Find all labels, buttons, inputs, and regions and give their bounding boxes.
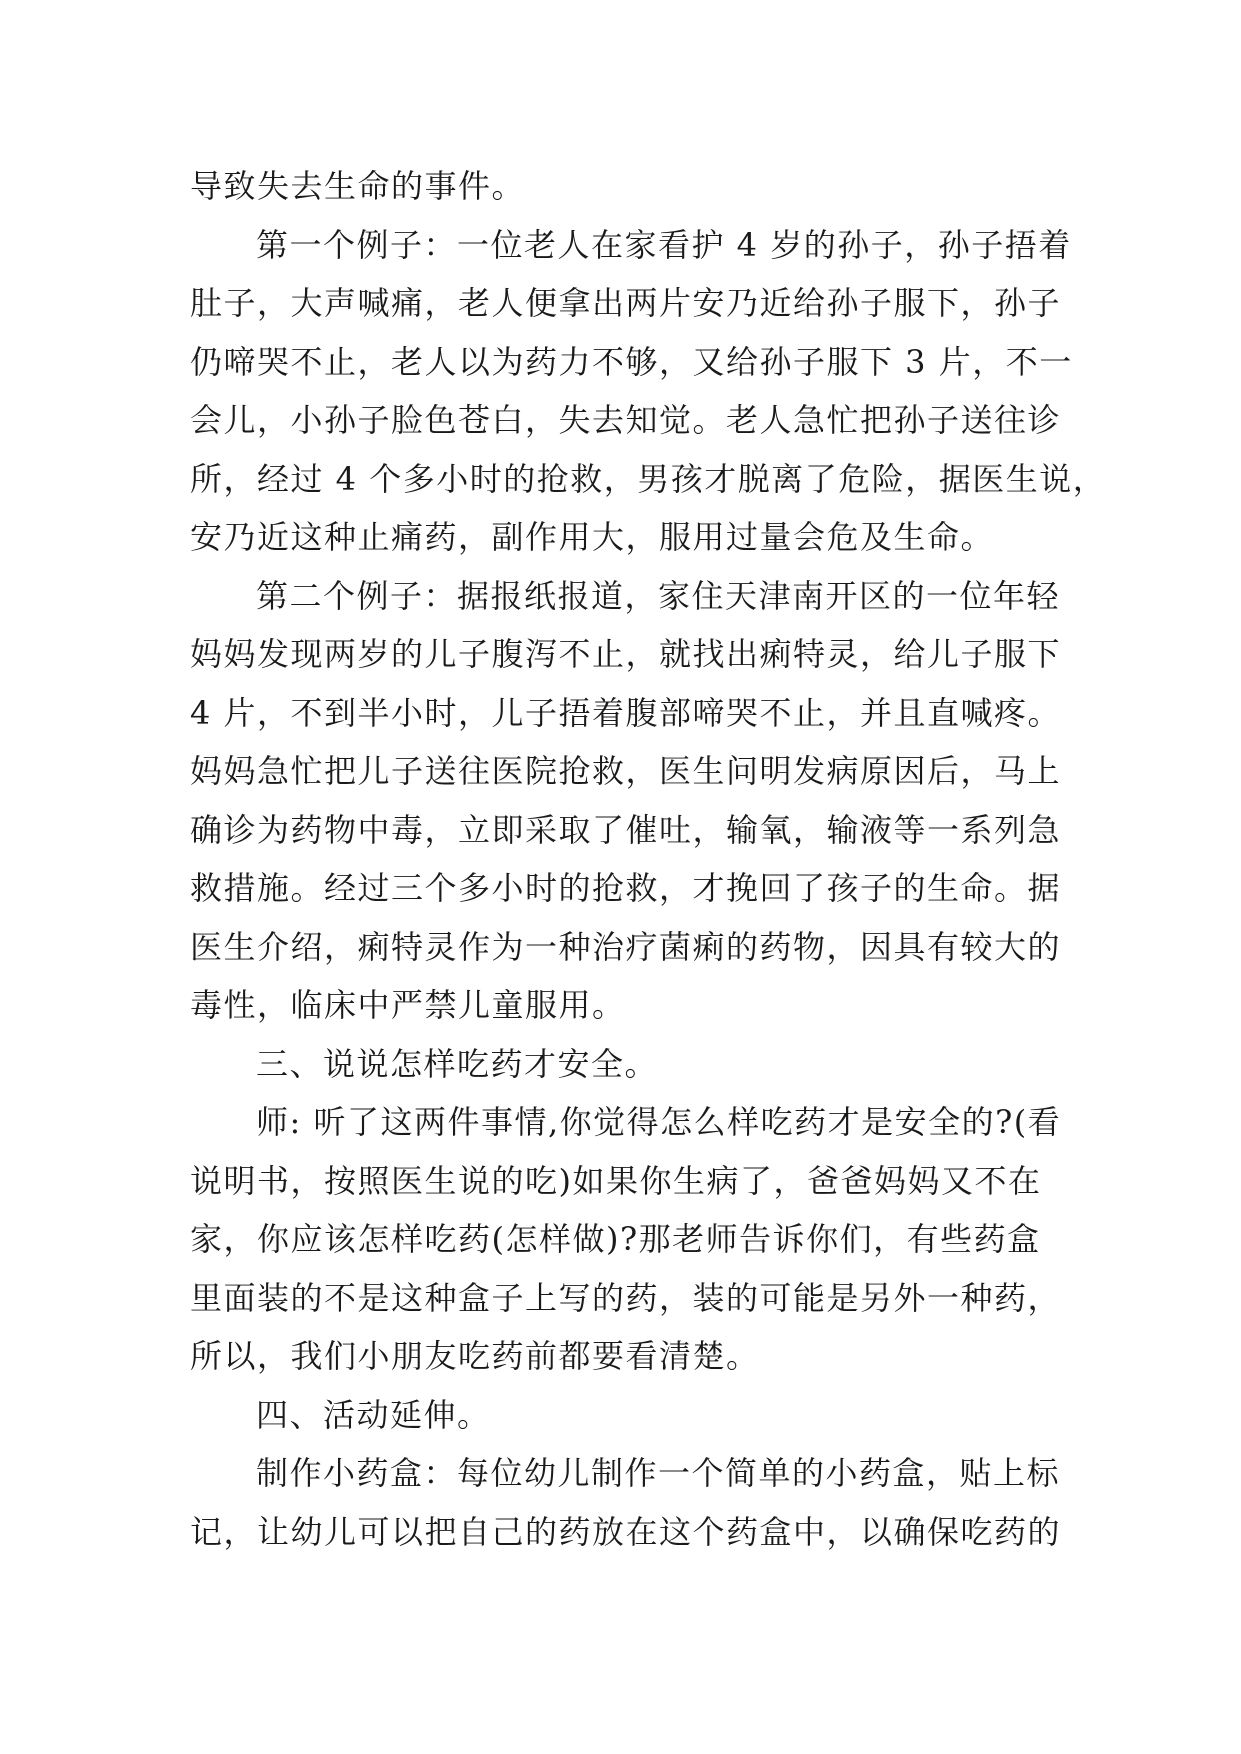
section-heading: 四、活动延伸。	[256, 1395, 491, 1434]
text-line: 妈妈急忙把儿子送往医院抢救，医生问明发病原因后，马上	[190, 752, 1062, 790]
text-line: 家，你应该怎样吃药(怎样做)?那老师告诉你们，有些药盒	[190, 1220, 1041, 1258]
text-line: 里面装的不是这种盒子上写的药，装的可能是另外一种药，	[190, 1278, 1062, 1317]
text-line: 救措施。经过三个多小时的抢救，才挽回了孩子的生命。据	[190, 869, 1062, 907]
body-text	[190, 157, 1107, 1561]
text-line: 制作小药盒：每位幼儿制作一个简单的小药盒，贴上标	[256, 1454, 1061, 1492]
text-line: 安乃近这种止痛药，副作用大，服用过量会危及生命。	[190, 518, 995, 556]
text-line: 师: 听了这两件事情,你觉得怎么样吃药才是安全的?(看	[256, 1103, 1062, 1141]
text-line: 所，经过 4 个多小时的抢救，男孩才脱离了危险，据医生说，	[190, 459, 1107, 498]
text-line: 医生介绍，痢特灵作为一种治疗菌痢的药物，因具有较大的	[190, 927, 1062, 966]
text-line: 4 片，不到半小时，儿子捂着腹部啼哭不止，并且直喊疼。	[190, 693, 1062, 732]
text-line: 导致失去生命的事件。	[190, 167, 526, 205]
text-line: 确诊为药物中毒，立即采取了催吐，输氧，输液等一系列急	[190, 810, 1062, 849]
text-line: 第二个例子：据报纸报道，家住天津南开区的一位年轻	[256, 576, 1061, 615]
text-line: 肚子，大声喊痛，老人便拿出两片安乃近给孙子服下，孙子	[190, 284, 1062, 322]
text-line: 第一个例子：一位老人在家看护 4 岁的孙子，孙子捂着	[256, 225, 1072, 264]
text-line: 所以，我们小朋友吃药前都要看清楚。	[190, 1337, 760, 1375]
text-line: 毒性，临床中严禁儿童服用。	[190, 986, 626, 1024]
section-heading: 三、说说怎样吃药才安全。	[256, 1044, 659, 1083]
text-line: 会儿，小孙子脸色苍白，失去知觉。老人急忙把孙子送往诊	[190, 401, 1062, 439]
text-line: 说明书，按照医生说的吃)如果你生病了，爸爸妈妈又不在	[190, 1161, 1042, 1200]
text-line: 记，让幼儿可以把自己的药放在这个药盒中，以确保吃药的	[190, 1512, 1062, 1551]
text-line: 仍啼哭不止，老人以为药力不够，又给孙子服下 3 片，不一	[190, 342, 1073, 381]
text-line: 妈妈发现两岁的儿子腹泻不止，就找出痢特灵，给儿子服下	[190, 635, 1062, 673]
